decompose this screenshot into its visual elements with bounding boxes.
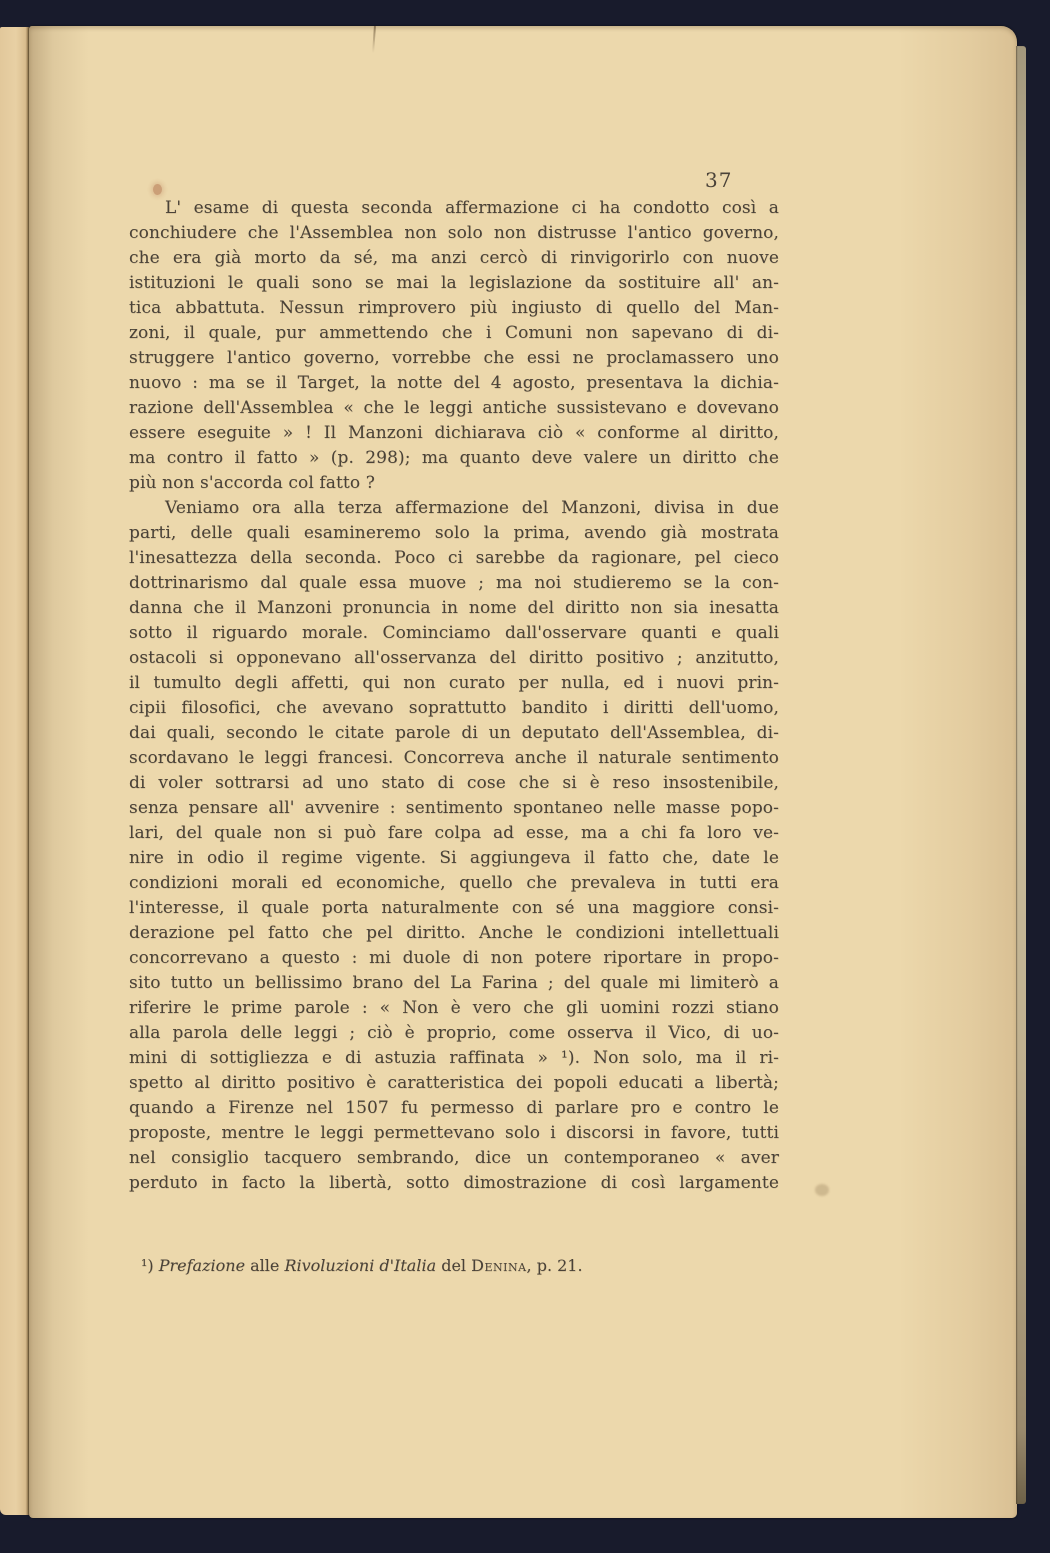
text-line: perduto in facto la libertà, sotto dimostrazione di così largamente: [129, 1173, 779, 1193]
text-line: l'inesattezza della seconda. Poco ci sarebbe da ragionare, pel cieco: [129, 548, 779, 568]
text-line: danna che il Manzoni pronuncia in nome del diritto non sia inesatta: [129, 598, 779, 618]
text-line: scordavano le leggi francesi. Concorreva anche il naturale sentimento: [129, 748, 779, 768]
text-line: sito tutto un bellissimo brano del La Farina ; del quale mi limiterò a: [129, 973, 779, 993]
text-line: zoni, il quale, pur ammettendo che i Comuni non sapevano di di-: [129, 323, 779, 343]
text-line: mini di sottigliezza e di astuzia raffinata » ¹). Non solo, ma il ri-: [129, 1048, 779, 1068]
text-line: spetto al diritto positivo è caratteristica dei popoli educati a libertà;: [129, 1073, 779, 1093]
text-line: sotto il riguardo morale. Cominciamo dall'osservare quanti e quali: [129, 623, 779, 643]
text-line: nel consiglio tacquero sembrando, dice un contemporaneo « aver: [129, 1148, 779, 1168]
text-line: L' esame di questa seconda affermazione ci ha condotto così a: [165, 198, 779, 218]
text-line: condizioni morali ed economiche, quello che prevaleva in tutti era: [129, 873, 779, 893]
smudge-mark: [815, 1184, 829, 1196]
text-line: che era già morto da sé, ma anzi cercò di rinvigorirlo con nuove: [129, 248, 779, 268]
text-line: il tumulto degli affetti, qui non curato per nulla, ed i nuovi prin-: [129, 673, 779, 693]
text-block: [129, 196, 779, 1196]
text-line: dottrinarismo dal quale essa muove ; ma noi studieremo se la con-: [129, 573, 779, 593]
text-line: parti, delle quali esamineremo solo la prima, avendo già mostrata: [129, 523, 779, 543]
underlying-page-edge: [0, 27, 29, 1515]
text-line: quando a Firenze nel 1507 fu permesso di parlare pro e contro le: [129, 1098, 779, 1118]
text-line: proposte, mentre le leggi permettevano solo i discorsi in favore, tutti: [129, 1123, 779, 1143]
text-line: conchiudere che l'Assemblea non solo non distrusse l'antico governo,: [129, 223, 779, 243]
text-line: lari, del quale non si può fare colpa ad esse, ma a chi fa loro ve-: [129, 823, 779, 843]
paper-crack: [372, 26, 376, 53]
text-line: tica abbattuta. Nessun rimprovero più ingiusto di quello del Man-: [129, 298, 779, 318]
text-line: Veniamo ora alla terza affermazione del Manzoni, divisa in due: [165, 498, 779, 518]
text-line: senza pensare all' avvenire : sentimento spontaneo nelle masse popo-: [129, 798, 779, 818]
text-line: cipii filosofici, che avevano soprattutto bandito i diritti dell'uomo,: [129, 698, 779, 718]
text-line: essere eseguite » ! Il Manzoni dichiarava ciò « conforme al diritto,: [129, 423, 779, 443]
page-thickness-edge: [1016, 46, 1026, 1504]
page-number: 37: [705, 168, 733, 192]
text-line: struggere l'antico governo, vorrebbe che essi ne proclamassero uno: [129, 348, 779, 368]
text-line: l'interesse, il quale porta naturalmente con sé una maggiore consi-: [129, 898, 779, 918]
footnote: [141, 1256, 781, 1275]
text-line: derazione pel fatto che pel diritto. Anche le condizioni intellettuali: [129, 923, 779, 943]
text-line: riferire le prime parole : « Non è vero che gli uomini rozzi stiano: [129, 998, 779, 1018]
book-page: [29, 26, 1017, 1518]
text-line: di voler sottrarsi ad uno stato di cose che si è reso insostenibile,: [129, 773, 779, 793]
text-line: istituzioni le quali sono se mai la legislazione da sostituire all' an-: [129, 273, 779, 293]
text-line: nire in odio il regime vigente. Si aggiungeva il fatto che, date le: [129, 848, 779, 868]
text-line: concorrevano a questo : mi duole di non potere riportare in propo-: [129, 948, 779, 968]
text-line: razione dell'Assemblea « che le leggi antiche sussistevano e dovevano: [129, 398, 779, 418]
text-line: più non s'accorda col fatto ?: [129, 473, 375, 493]
stain-mark: [153, 184, 162, 195]
text-line: dai quali, secondo le citate parole di un deputato dell'Assemblea, di-: [129, 723, 779, 743]
text-line: alla parola delle leggi ; ciò è proprio, come osserva il Vico, di uo-: [129, 1023, 779, 1043]
footnote-text: ¹) Prefazione alle Rivoluzioni d'Italia del Denina, p. 21.: [141, 1256, 583, 1275]
text-line: ma contro il fatto » (p. 298); ma quanto deve valere un diritto che: [129, 448, 779, 468]
text-line: ostacoli si opponevano all'osservanza del diritto positivo ; anzitutto,: [129, 648, 779, 668]
text-line: nuovo : ma se il Target, la notte del 4 agosto, presentava la dichia-: [129, 373, 779, 393]
